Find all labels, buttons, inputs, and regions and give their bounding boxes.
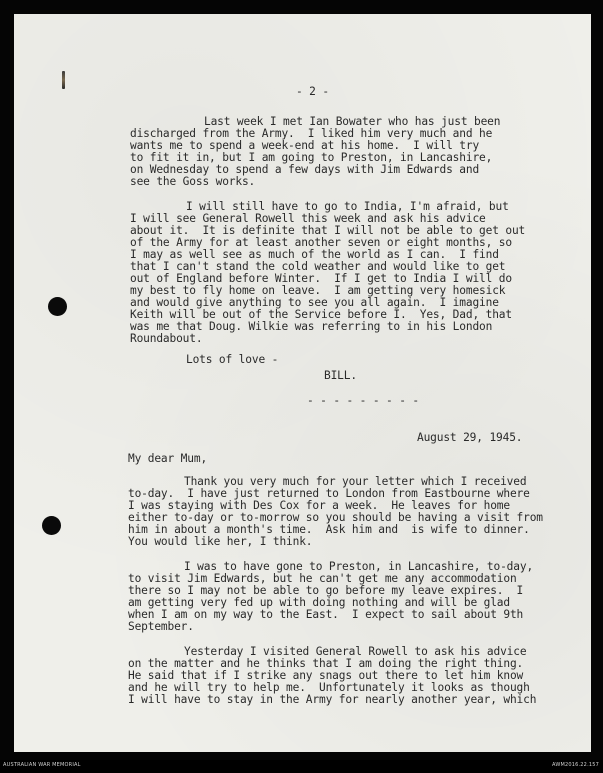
text-line: discharged from the Army. I liked him very much and he (130, 127, 493, 140)
text-line: am getting very fed up with doing nothing and will be glad (128, 596, 510, 609)
archive-credit: AUSTRALIAN WAR MEMORIAL (3, 762, 81, 768)
text-line: on the matter and he thinks that I am doing the right thing. (128, 657, 524, 670)
text-line: I was staying with Des Cox for a week. He leaves for home (128, 499, 510, 512)
text-line: when I am on my way to the East. I expect to sail about 9th (128, 608, 524, 621)
text-line: You would like her, I think. (128, 535, 313, 548)
text-line: I will see General Rowell this week and ask his advice (130, 212, 486, 225)
text-line: to-day. I have just returned to London from Eastbourne where (128, 487, 530, 500)
text-line: my best to fly home on leave. I am getting very homesick (130, 284, 506, 297)
text-line: to visit Jim Edwards, but he can't get me any accommodation (128, 572, 517, 585)
text-line: see the Goss works. (130, 175, 256, 188)
text-line: I will have to stay in the Army for nearly another year, which (128, 693, 537, 706)
text-line: about it. It is definite that I will not be able to get out (130, 224, 526, 237)
text-line: I was to have gone to Preston, in Lancashire, to-day, (184, 560, 534, 573)
archive-reference: AWM2016.22.157 (551, 762, 599, 768)
text-line: wants me to spend a week-end at his home. I will try (130, 139, 480, 152)
text-line: Yesterday I visited General Rowell to ask his advice (184, 645, 527, 658)
text-line: there so I may not be able to go before my leave expires. I (128, 584, 524, 597)
text-line: that I can't stand the cold weather and would like to get (130, 260, 506, 273)
letter-date: August 29, 1945. (417, 431, 523, 444)
text-line: was me that Doug. Wilkie was referring to in his London (130, 320, 493, 333)
text-line: I may as well see as much of the world as I can. I find (130, 248, 499, 261)
page-number: - 2 - (296, 85, 329, 98)
text-line: of the Army for at least another seven or eight months, so (130, 236, 512, 249)
salutation: My dear Mum, (128, 452, 208, 465)
text-line: I will still have to go to India, I'm afraid, but (186, 200, 509, 213)
text-line: September. (128, 620, 194, 633)
letter-page (14, 14, 591, 752)
letter-text (14, 14, 591, 752)
text-line: out of England before Winter. If I get to India I will do (130, 272, 512, 285)
text-line: Thank you very much for your letter which I received (184, 475, 527, 488)
text-line: and would give anything to see you all again. I imagine (130, 296, 499, 309)
signature: BILL. (324, 369, 357, 382)
text-line: either to-day or to-morrow so you should be having a visit from (128, 511, 543, 524)
text-line: on Wednesday to spend a few days with Jim Edwards and (130, 163, 480, 176)
text-line: to fit it in, but I am going to Preston, in Lancashire, (130, 151, 493, 164)
text-line: Keith will be out of the Service before I. Yes, Dad, that (130, 308, 512, 321)
closing: Lots of love - (186, 353, 279, 366)
text-line: He said that if I strike any snags out there to let him know (128, 669, 524, 682)
text-line: and he will try to help me. Unfortunately it looks as though (128, 681, 530, 694)
text-line: Roundabout. (130, 332, 203, 345)
text-line: Last week I met Ian Bowater who has just been (204, 115, 501, 128)
separator: - - - - - - - - - (307, 394, 419, 407)
text-line: him in about a month's time. Ask him and is wife to dinner. (128, 523, 530, 536)
